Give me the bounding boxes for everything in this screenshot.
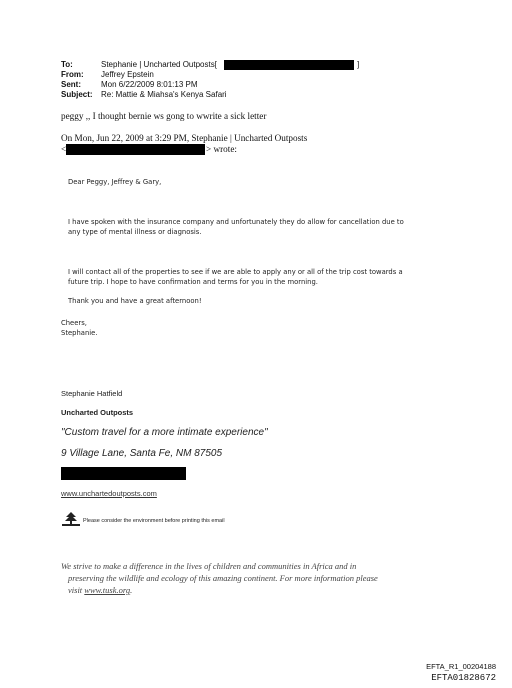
to-label: To: — [61, 60, 73, 69]
quote-intro-line1: On Mon, Jun 22, 2009 at 3:29 PM, Stephanie | Uncharted Outposts — [61, 133, 308, 143]
subject-label: Subject: — [61, 90, 93, 99]
paragraph-2-line-1: I will contact all of the properties to see if we are able to apply any or all of the trip cost towards a — [68, 268, 403, 276]
footer-visit-suffix: . — [130, 585, 133, 595]
footer-note-line-3 — [68, 585, 132, 596]
greeting: Dear Peggy, Jeffrey & Gary, — [68, 178, 162, 186]
redaction-email-address — [224, 60, 354, 70]
sent-value: Mon 6/22/2009 8:01:13 PM — [101, 80, 198, 89]
environment-note: Please consider the environment before printing this email — [83, 518, 225, 524]
tusk-link[interactable]: www.tusk.org — [84, 585, 131, 595]
paragraph-1-line-2: any type of mental illness or diagnosis. — [68, 228, 202, 236]
from-row — [61, 70, 391, 80]
subject-row — [61, 90, 391, 100]
footer-note-line-2: preserving the wildlife and ecology of this amazing continent. For more information please — [68, 573, 378, 583]
doc-id-1: EFTA_R1_00204188 — [426, 662, 496, 671]
closing: Cheers, — [61, 319, 87, 327]
footer-visit-prefix: visit — [68, 585, 85, 595]
reply-text: peggy ,, I thought bernie ws gong to wwrite a sick letter — [61, 111, 267, 121]
closing-name: Stephanie. — [61, 329, 98, 337]
sent-row — [61, 80, 391, 90]
sent-label: Sent: — [61, 80, 81, 89]
quote-intro-suffix: > wrote: — [206, 144, 237, 154]
from-value: Jeffrey Epstein — [101, 70, 154, 79]
paragraph-2-line-2: future trip. I hope to have confirmation and terms for you in the morning. — [68, 278, 318, 286]
website-link[interactable]: www.unchartedoutposts.com — [61, 489, 157, 498]
to-value: Stephanie | Uncharted Outposts[ — [101, 60, 217, 69]
signature-tagline: "Custom travel for a more intimate experience" — [61, 427, 268, 438]
signature-name: Stephanie Hatfield — [61, 389, 123, 398]
signature-company: Uncharted Outposts — [61, 408, 134, 417]
paragraph-1-line-1: I have spoken with the insurance company and unfortunately they do allow for cancellation due to — [68, 218, 404, 226]
footer-note-line-1: We strive to make a difference in the lives of children and communities in Africa and in — [61, 561, 357, 571]
to-suffix: ] — [357, 60, 360, 69]
subject-value: Re: Mattie & Miahsa's Kenya Safari — [101, 90, 227, 99]
quote-intro-prefix: < — [61, 144, 67, 154]
doc-id-2: EFTA01828672 — [431, 673, 496, 683]
redaction-phone — [61, 467, 186, 480]
thanks-line: Thank you and have a great afternoon! — [68, 297, 202, 305]
redaction-sender-address — [66, 144, 205, 155]
from-label: From: — [61, 70, 84, 79]
signature-address: 9 Village Lane, Santa Fe, NM 87505 — [61, 448, 223, 459]
tree-icon — [61, 511, 81, 527]
